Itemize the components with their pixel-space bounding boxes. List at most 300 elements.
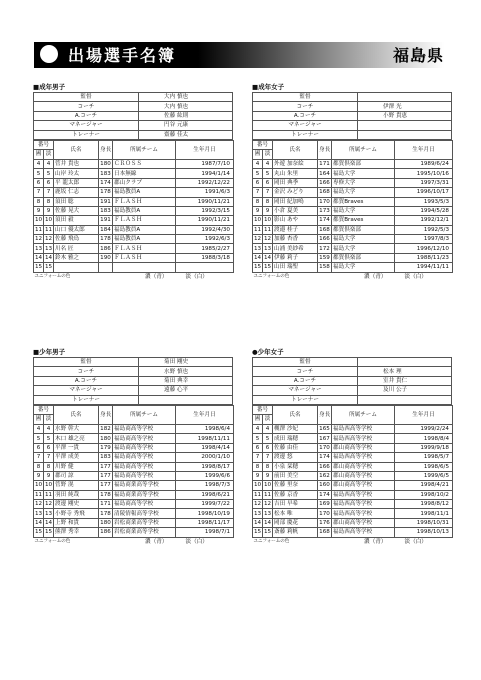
player-table xyxy=(33,405,234,546)
uniform-dark: 濃（青） xyxy=(364,538,387,545)
staff-row xyxy=(34,367,233,376)
staff-row xyxy=(34,358,233,367)
player-height: 191 xyxy=(100,198,111,205)
player-name: 平澤 成美 xyxy=(54,453,99,462)
player-team: 福島大学 xyxy=(332,188,395,197)
player-height: 183 xyxy=(100,454,111,461)
player-number-dark: 5 xyxy=(34,434,44,443)
player-number-light: 11 xyxy=(264,226,272,233)
player-team: 福島西高等学校 xyxy=(332,453,395,462)
player-row xyxy=(253,197,453,206)
player-row xyxy=(253,509,453,518)
player-height: 190 xyxy=(100,255,111,262)
player-birthdate: 1998/11/11 xyxy=(176,434,234,443)
player-row xyxy=(253,471,453,480)
player-team: 専修大学 xyxy=(332,178,395,187)
player-number-light: 9 xyxy=(263,206,273,215)
player-height: 178 xyxy=(100,189,111,196)
player-number-dark: 9 xyxy=(253,471,263,480)
player-number-dark: 15 xyxy=(254,264,262,271)
player-team: 岩松商業高等学校 xyxy=(113,518,176,527)
staff-row xyxy=(253,130,452,139)
player-height: 166 xyxy=(319,179,330,186)
player-birthdate: 1992/12/22 xyxy=(176,178,234,187)
player-name: 小倉 夏美 xyxy=(273,206,318,215)
player-height: 172 xyxy=(319,245,330,252)
player-height: 180 xyxy=(100,435,111,442)
player-team: 福島教員A xyxy=(113,188,176,197)
player-number-dark: 15 xyxy=(254,529,262,536)
roster-panel-shonen-danshi xyxy=(33,347,233,546)
player-name: 成田 瑞穂 xyxy=(273,434,318,443)
staff-role-label: コーチ xyxy=(34,102,139,111)
player-birthdate: 1999/9/18 xyxy=(395,443,453,452)
staff-name xyxy=(358,130,452,139)
player-birthdate: 1992/5/3 xyxy=(395,225,453,234)
player-name: 川野 健 xyxy=(54,462,99,471)
player-height: 182 xyxy=(100,426,111,433)
player-row xyxy=(253,206,453,215)
player-name: 上野 和貴 xyxy=(54,518,99,527)
player-row xyxy=(253,528,453,537)
player-number-light: 10 xyxy=(45,482,53,489)
staff-row xyxy=(34,130,233,139)
player-number-dark: 10 xyxy=(35,482,43,489)
player-height: 170 xyxy=(319,510,330,517)
player-name: 木口 雄之亮 xyxy=(54,434,99,443)
player-name: 渡邊 剛史 xyxy=(54,500,99,509)
player-birthdate: 1998/4/14 xyxy=(176,443,234,452)
player-number-dark: 4 xyxy=(253,424,263,433)
player-birthdate: 1998/11/1 xyxy=(395,509,453,518)
player-name: 郡司 諒 xyxy=(54,471,99,480)
player-height: 165 xyxy=(319,426,330,433)
player-number-light: 12 xyxy=(45,501,53,508)
player-birthdate: 1998/10/13 xyxy=(395,528,453,537)
staff-table xyxy=(252,92,452,140)
roster-panel-seinen-joshi xyxy=(252,82,452,281)
staff-row xyxy=(253,111,452,120)
player-row xyxy=(34,462,234,471)
staff-name xyxy=(358,358,452,367)
staff-role-label: マネージャー xyxy=(253,386,358,395)
player-number-light: 8 xyxy=(263,462,273,471)
player-name: 吉田 早希 xyxy=(273,500,318,509)
player-birthdate: 1999/7/22 xyxy=(176,500,234,509)
player-team: 都賀Braves xyxy=(332,216,395,225)
player-team: 福島大学 xyxy=(332,263,395,272)
player-birthdate: 1996/10/17 xyxy=(395,188,453,197)
uniform-color-row xyxy=(34,272,234,281)
player-row xyxy=(253,263,453,272)
player-birthdate: 1999/6/6 xyxy=(176,471,234,480)
player-birthdate: 1992/6/3 xyxy=(176,235,234,244)
player-number-dark: 6 xyxy=(34,443,44,452)
player-team: 福島商高等学校 xyxy=(113,500,176,509)
height-header: 身長 xyxy=(99,405,113,424)
title-banner xyxy=(34,42,444,68)
section-title: ■成年男子 xyxy=(33,83,66,91)
player-team: 郡山商高等学校 xyxy=(332,471,395,480)
player-row xyxy=(34,216,234,225)
player-height: 159 xyxy=(319,255,330,262)
player-number-dark: 7 xyxy=(34,188,44,197)
player-number-light: 13 xyxy=(264,245,272,252)
player-name: 山浦 美紗希 xyxy=(273,244,318,253)
player-height: 176 xyxy=(319,520,330,527)
player-name: 渡邉 桂子 xyxy=(273,225,318,234)
player-birthdate: 1990/11/21 xyxy=(176,216,234,225)
staff-name: 齋藤 佳太 xyxy=(139,130,233,139)
player-number-dark: 13 xyxy=(35,510,43,517)
uniform-light: 淡（白） xyxy=(404,273,427,280)
player-team: 福島商高等学校 xyxy=(113,443,176,452)
player-row xyxy=(253,500,453,509)
name-header: 氏名 xyxy=(273,405,318,424)
staff-name: 菊田 典幸 xyxy=(139,376,233,385)
player-name: 平澤 一貴 xyxy=(54,443,99,452)
player-birthdate: 1998/8/17 xyxy=(176,462,234,471)
player-birthdate: 1998/6/21 xyxy=(176,490,234,499)
player-birthdate: 1998/8/12 xyxy=(395,500,453,509)
player-number-light: 14 xyxy=(45,255,53,262)
staff-row xyxy=(253,395,452,404)
page-title: 出場選手名簿 xyxy=(68,46,177,65)
player-team xyxy=(113,263,176,272)
player-name xyxy=(54,263,99,272)
birth-header: 生年月日 xyxy=(395,405,453,424)
player-number-light: 14 xyxy=(264,520,272,527)
player-number-dark: 8 xyxy=(34,462,44,471)
player-row xyxy=(34,206,234,215)
player-number-dark: 13 xyxy=(254,510,262,517)
staff-role-label: A.コーチ xyxy=(34,111,139,120)
player-name: 佐藤 晃大 xyxy=(54,206,99,215)
team-header: 所属チーム xyxy=(113,405,176,424)
team-header: 所属チーム xyxy=(332,405,395,424)
name-header: 氏名 xyxy=(54,405,99,424)
player-team: 福島商高等学校 xyxy=(113,462,176,471)
player-number-dark: 12 xyxy=(35,501,43,508)
player-birthdate: 1998/5/7 xyxy=(395,453,453,462)
uniform-color-row xyxy=(253,272,453,281)
player-table xyxy=(252,405,453,546)
player-number-light: 11 xyxy=(45,226,53,233)
player-height: 171 xyxy=(319,161,330,168)
player-number-light: 10 xyxy=(264,482,272,489)
uniform-label: ユニフォームの色 xyxy=(253,538,290,544)
player-number-dark: 8 xyxy=(34,197,44,206)
uniform-light: 淡（白） xyxy=(185,273,208,280)
player-height: 158 xyxy=(319,264,330,271)
staff-row xyxy=(34,395,233,404)
player-number-light: 8 xyxy=(44,197,54,206)
player-number-light: 7 xyxy=(263,453,273,462)
player-birthdate: 1998/7/3 xyxy=(176,481,234,490)
staff-name: 大内 慎也 xyxy=(139,93,233,102)
player-row xyxy=(253,434,453,443)
player-row xyxy=(253,216,453,225)
player-birthdate: 1992/3/15 xyxy=(176,206,234,215)
player-name: 影山 あや xyxy=(273,216,318,225)
player-height: 180 xyxy=(100,520,111,527)
staff-row xyxy=(34,93,233,102)
staff-role-label: 監督 xyxy=(253,358,358,367)
player-number-light: 15 xyxy=(264,264,272,271)
player-team: 清陵情報高等学校 xyxy=(113,509,176,518)
staff-name: 遠藤 心平 xyxy=(139,386,233,395)
player-team: 福島大学 xyxy=(332,244,395,253)
player-team: 岩松商業高等学校 xyxy=(113,528,176,537)
name-header: 氏名 xyxy=(54,140,99,159)
player-team: 福島大学 xyxy=(332,235,395,244)
uniform-light: 淡（白） xyxy=(404,538,427,545)
player-height: 168 xyxy=(319,226,330,233)
player-height: 174 xyxy=(319,217,330,224)
player-number-dark: 7 xyxy=(253,188,263,197)
player-number-dark: 13 xyxy=(35,245,43,252)
player-number-dark: 6 xyxy=(253,178,263,187)
player-name: 川名 匠 xyxy=(54,244,99,253)
player-number-light: 15 xyxy=(45,529,53,536)
player-number-dark: 4 xyxy=(253,159,263,168)
player-height: 171 xyxy=(100,501,111,508)
player-number-light: 12 xyxy=(264,236,272,243)
player-birthdate: 1997/8/3 xyxy=(395,235,453,244)
player-team: 福島西高等学校 xyxy=(332,500,395,509)
team-header: 所属チーム xyxy=(113,140,176,159)
player-number-dark: 9 xyxy=(34,471,44,480)
staff-role-label: 監督 xyxy=(253,93,358,102)
player-team: 郡山商高等学校 xyxy=(332,481,395,490)
player-number-dark: 8 xyxy=(253,197,263,206)
player-name: 羽田 純哉 xyxy=(54,490,99,499)
player-row xyxy=(34,509,234,518)
birth-header: 生年月日 xyxy=(395,140,453,159)
player-table xyxy=(252,140,453,281)
player-team: 福島教員A xyxy=(113,206,176,215)
player-team: 日本無線 xyxy=(113,169,176,178)
staff-name xyxy=(358,395,452,404)
player-name: 山口 優太郎 xyxy=(54,225,99,234)
kokutai-header: 國 xyxy=(253,415,263,424)
player-header-row xyxy=(253,405,453,424)
player-birthdate: 1999/2/24 xyxy=(395,424,453,433)
player-number-dark: 14 xyxy=(254,255,262,262)
player-team: 福島商高等学校 xyxy=(113,453,176,462)
staff-row xyxy=(34,121,233,130)
section-title: ●少年女子 xyxy=(252,348,284,356)
player-row xyxy=(253,462,453,471)
player-height: 177 xyxy=(100,482,111,489)
player-height: 174 xyxy=(319,454,330,461)
player-number-dark: 4 xyxy=(34,159,44,168)
player-row xyxy=(34,188,234,197)
player-name: 菅野 滉 xyxy=(54,481,99,490)
player-number-light: 7 xyxy=(263,188,273,197)
player-name: 外遊 加奈絵 xyxy=(273,159,318,168)
player-birthdate: 1994/5/28 xyxy=(395,206,453,215)
player-number-light: 6 xyxy=(44,178,54,187)
player-name: 渡邊 悠 xyxy=(273,453,318,462)
player-number-light: 13 xyxy=(45,510,53,517)
player-birthdate: 1991/6/3 xyxy=(176,188,234,197)
staff-name: 円谷 元康 xyxy=(139,121,233,130)
staff-role-label: トレーナー xyxy=(34,130,139,139)
player-number-dark: 11 xyxy=(35,226,43,233)
player-row xyxy=(34,500,234,509)
player-birthdate: 1987/7/10 xyxy=(176,159,234,168)
player-team: 福島商業高等学校 xyxy=(113,481,176,490)
player-height: 179 xyxy=(100,444,111,451)
player-name: 佐藤 飛鳥 xyxy=(54,235,99,244)
player-number-light: 15 xyxy=(45,264,53,271)
player-row xyxy=(34,424,234,433)
player-birthdate: 1998/10/2 xyxy=(395,490,453,499)
player-number-dark: 10 xyxy=(254,482,262,489)
player-number-light: 7 xyxy=(44,188,54,197)
player-number-dark: 8 xyxy=(253,462,263,471)
player-birthdate: 2000/1/10 xyxy=(176,453,234,462)
player-team: 福島商高等学校 xyxy=(113,424,176,433)
player-name: 伊藤 莉子 xyxy=(273,253,318,262)
player-birthdate: 1998/8/4 xyxy=(395,434,453,443)
player-birthdate: 1998/7/1 xyxy=(176,528,234,537)
staff-role-label: 監督 xyxy=(34,93,139,102)
player-number-light: 9 xyxy=(44,206,54,215)
player-table xyxy=(33,140,234,281)
player-height xyxy=(99,263,113,272)
player-height: 168 xyxy=(319,189,330,196)
player-team: 福島西高等学校 xyxy=(332,434,395,443)
player-number-dark: 5 xyxy=(253,169,263,178)
player-row xyxy=(34,263,234,272)
player-number-dark: 7 xyxy=(253,453,263,462)
player-header-row xyxy=(34,405,234,424)
player-name: 松本 唯 xyxy=(273,509,318,518)
staff-name xyxy=(139,395,233,404)
player-name: 佐藤 由佳 xyxy=(273,443,318,452)
player-row xyxy=(34,178,234,187)
player-number-dark: 14 xyxy=(35,255,43,262)
player-name: 鈴木 雅之 xyxy=(54,253,99,262)
player-team: ＦＬＡＳＨ xyxy=(113,197,176,206)
number-header: 番号 國 淡 xyxy=(253,140,273,159)
player-height: 164 xyxy=(319,170,330,177)
player-number-light: 8 xyxy=(263,197,273,206)
player-height: 183 xyxy=(100,208,111,215)
staff-table xyxy=(33,357,233,405)
player-height: 174 xyxy=(100,179,111,186)
player-number-light: 13 xyxy=(264,510,272,517)
player-row xyxy=(34,169,234,178)
uniform-color-row xyxy=(253,537,453,546)
staff-row xyxy=(253,376,452,385)
staff-name: 松本 理 xyxy=(358,367,452,376)
player-number-light: 6 xyxy=(44,443,54,452)
player-height: 178 xyxy=(100,236,111,243)
staff-row xyxy=(34,111,233,120)
player-team: 福島教員A xyxy=(113,235,176,244)
player-birthdate: 1997/3/31 xyxy=(395,178,453,187)
player-row xyxy=(253,244,453,253)
player-birthdate: 1990/11/21 xyxy=(176,197,234,206)
player-birthdate: 1998/10/19 xyxy=(176,509,234,518)
player-height: 173 xyxy=(319,208,330,215)
player-header-row xyxy=(34,140,234,159)
player-name: 水野 幹大 xyxy=(54,424,99,433)
player-number-dark: 9 xyxy=(34,206,44,215)
title-bullet-icon xyxy=(40,45,58,63)
staff-table xyxy=(252,357,452,405)
staff-role-label: マネージャー xyxy=(34,121,139,130)
player-number-light: 15 xyxy=(264,529,272,536)
player-birthdate: 1992/12/1 xyxy=(395,216,453,225)
tan-header: 淡 xyxy=(45,415,52,422)
player-number-light: 13 xyxy=(45,245,53,252)
player-number-dark: 15 xyxy=(35,264,43,271)
player-name: 金沢 みどり xyxy=(273,188,318,197)
player-height: 186 xyxy=(100,245,111,252)
staff-table xyxy=(33,92,233,140)
staff-row xyxy=(253,386,452,395)
player-team: 福島商高等学校 xyxy=(113,434,176,443)
staff-name: 及川 公子 xyxy=(358,386,452,395)
height-header: 身長 xyxy=(99,140,113,159)
kokutai-header: 國 xyxy=(34,150,44,159)
player-birthdate: 1992/4/30 xyxy=(176,225,234,234)
team-header: 所属チーム xyxy=(332,140,395,159)
player-height: 178 xyxy=(100,510,111,517)
player-row xyxy=(34,434,234,443)
player-birthdate: 1998/11/17 xyxy=(176,518,234,527)
player-row xyxy=(34,471,234,480)
roster-panel-seinen-danshi xyxy=(33,82,233,281)
player-name: 槻澤 沙妃 xyxy=(273,424,318,433)
player-height: 177 xyxy=(100,473,111,480)
player-team: 都賀倶楽部 xyxy=(332,159,395,168)
player-number-dark: 15 xyxy=(35,529,43,536)
player-name: 岡田 紀加鳴 xyxy=(273,197,318,206)
player-number-dark: 6 xyxy=(34,178,44,187)
player-birthdate: 1998/10/31 xyxy=(395,518,453,527)
staff-name: 伊澤 光 xyxy=(358,102,452,111)
player-header-row xyxy=(253,140,453,159)
player-number-dark: 12 xyxy=(35,236,43,243)
player-height: 186 xyxy=(100,529,111,536)
player-number-dark: 11 xyxy=(254,226,262,233)
player-number-light: 9 xyxy=(263,471,273,480)
player-number-dark: 4 xyxy=(34,424,44,433)
player-row xyxy=(253,518,453,527)
player-name: 須田 聡 xyxy=(54,197,99,206)
uniform-light: 淡（白） xyxy=(185,538,208,545)
player-number-dark: 9 xyxy=(253,206,263,215)
staff-name xyxy=(358,121,452,130)
tan-header: 淡 xyxy=(264,415,271,422)
player-row xyxy=(253,253,453,262)
player-number-dark: 7 xyxy=(34,453,44,462)
player-height: 160 xyxy=(319,482,330,489)
player-number-light: 9 xyxy=(44,471,54,480)
player-name: 小野寺 秀飛 xyxy=(54,509,99,518)
staff-row xyxy=(253,121,452,130)
player-name: 菅井 貴也 xyxy=(54,159,99,168)
number-header: 番号 國 淡 xyxy=(34,140,54,159)
player-number-light: 4 xyxy=(263,159,273,168)
player-birthdate: 1998/6/4 xyxy=(176,424,234,433)
roster-panel-shonen-joshi xyxy=(252,347,452,546)
